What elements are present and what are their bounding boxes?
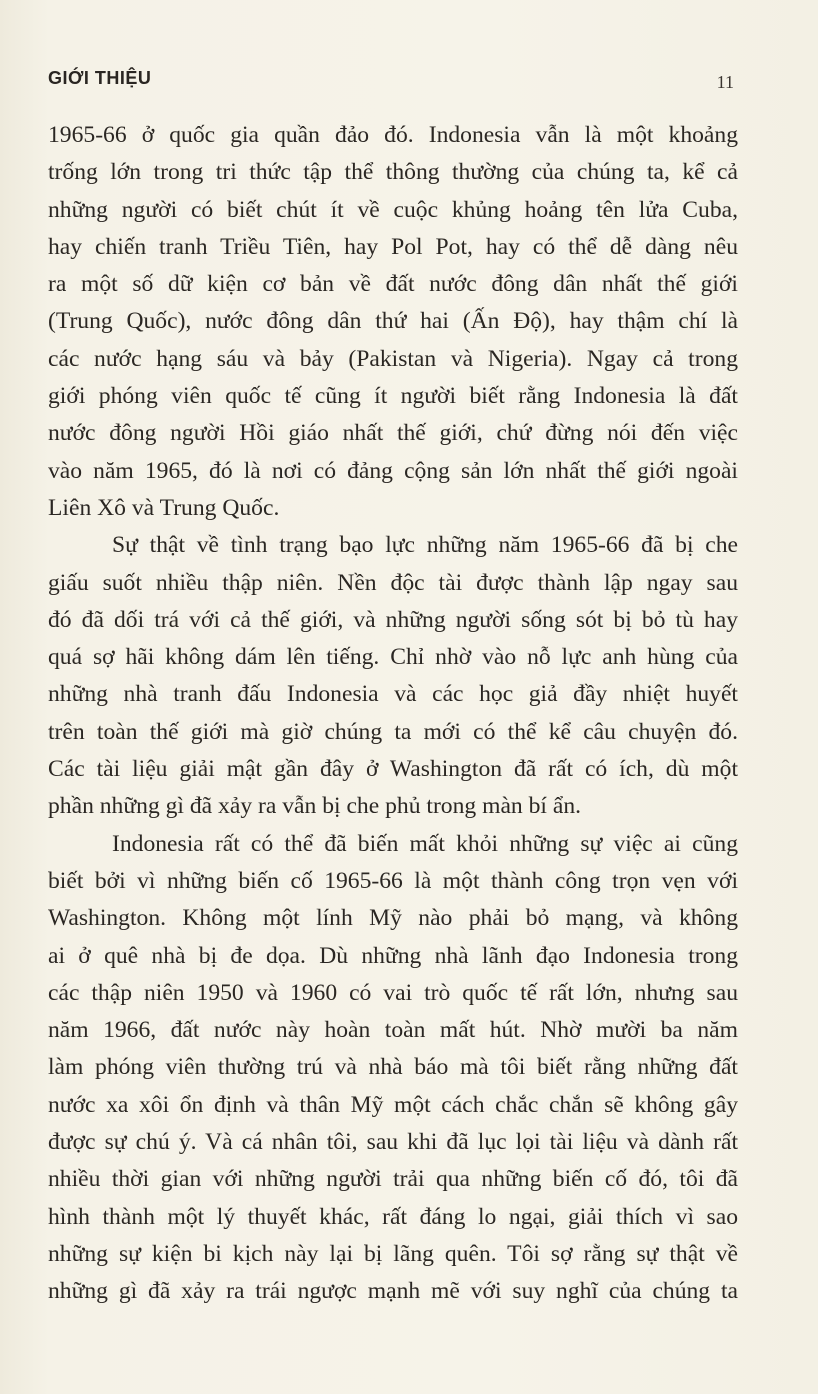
text-line: quá sợ hãi không dám lên tiếng. Chỉ nhờ vào nỗ lực anh hùng của xyxy=(48,644,738,671)
paragraph xyxy=(48,117,738,527)
text-line: làm phóng viên thường trú và nhà báo mà tôi biết rằng những đất xyxy=(48,1054,738,1081)
text-line: các nước hạng sáu và bảy (Pakistan và Nigeria). Ngay cả trong xyxy=(48,345,738,372)
page-number: 11 xyxy=(716,72,734,92)
text-line: phần những gì đã xảy ra vẫn bị che phủ trong màn bí ẩn. xyxy=(48,793,582,820)
text-line: ai ở quê nhà bị đe dọa. Dù những nhà lãnh đạo Indonesia trong xyxy=(48,942,738,969)
text-line: hình thành một lý thuyết khác, rất đáng lo ngại, giải thích vì sao xyxy=(48,1203,738,1230)
text-line: vào năm 1965, đó là nơi có đảng cộng sản lớn nhất thế giới ngoài xyxy=(48,457,738,484)
text-line: Indonesia rất có thể đã biến mất khỏi những sự việc ai cũng xyxy=(112,830,738,857)
text-line: hay chiến tranh Triều Tiên, hay Pol Pot, hay có thể dễ dàng nêu xyxy=(48,233,738,260)
text-line: được sự chú ý. Và cá nhân tôi, sau khi đã lục lọi tài liệu và dành rất xyxy=(48,1129,738,1156)
text-line: nước đông người Hồi giáo nhất thế giới, chứ đừng nói đến việc xyxy=(48,420,738,447)
body-text xyxy=(48,117,738,1311)
text-line: năm 1966, đất nước này hoàn toàn mất hút. Nhờ mười ba năm xyxy=(48,1017,738,1044)
text-line: Washington. Không một lính Mỹ nào phải bỏ mạng, và không xyxy=(48,905,738,932)
paragraph xyxy=(48,826,738,1311)
text-line: (Trung Quốc), nước đông dân thứ hai (Ấn Độ), hay thậm chí là xyxy=(48,308,738,335)
text-line: Liên Xô và Trung Quốc. xyxy=(48,494,280,521)
text-line: những nhà tranh đấu Indonesia và các học giả đầy nhiệt huyết xyxy=(48,681,738,708)
text-line: những gì đã xảy ra trái ngược mạnh mẽ với suy nghĩ của chúng ta xyxy=(48,1278,738,1305)
text-line: đó đã dối trá với cả thế giới, và những người sống sót bị bỏ tù hay xyxy=(48,606,738,633)
text-line: những người có biết chút ít về cuộc khủng hoảng tên lửa Cuba, xyxy=(48,196,738,223)
text-line: nhiều thời gian với những người trải qua những biến cố đó, tôi đã xyxy=(48,1166,738,1193)
text-line: biết bởi vì những biến cố 1965-66 là một thành công trọn vẹn với xyxy=(48,867,738,894)
running-head-section-title: GIỚI THIỆU xyxy=(48,68,152,88)
text-line: 1965-66 ở quốc gia quần đảo đó. Indonesia vẫn là một khoảng xyxy=(48,122,738,148)
text-line: Sự thật về tình trạng bạo lực những năm 1965-66 đã bị che xyxy=(112,532,738,559)
text-line: những sự kiện bi kịch này lại bị lãng quên. Tôi sợ rằng sự thật về xyxy=(48,1240,738,1267)
text-line: giới phóng viên quốc tế cũng ít người biết rằng Indonesia là đất xyxy=(48,383,738,410)
text-line: các thập niên 1950 và 1960 có vai trò quốc tế rất lớn, nhưng sau xyxy=(48,979,738,1006)
text-line: trên toàn thế giới mà giờ chúng ta mới có thể kể câu chuyện đó. xyxy=(48,718,738,745)
paragraph xyxy=(48,527,738,825)
text-line: nước xa xôi ổn định và thân Mỹ một cách chắc chắn sẽ không gây xyxy=(48,1091,738,1118)
text-line: trống lớn trong tri thức tập thể thông thường của chúng ta, kể cả xyxy=(48,159,738,186)
text-line: ra một số dữ kiện cơ bản về đất nước đông dân nhất thế giới xyxy=(48,271,738,298)
text-line: giấu suốt nhiều thập niên. Nền độc tài được thành lập ngay sau xyxy=(48,569,738,596)
text-line: Các tài liệu giải mật gần đây ở Washington đã rất có ích, dù một xyxy=(48,756,738,783)
